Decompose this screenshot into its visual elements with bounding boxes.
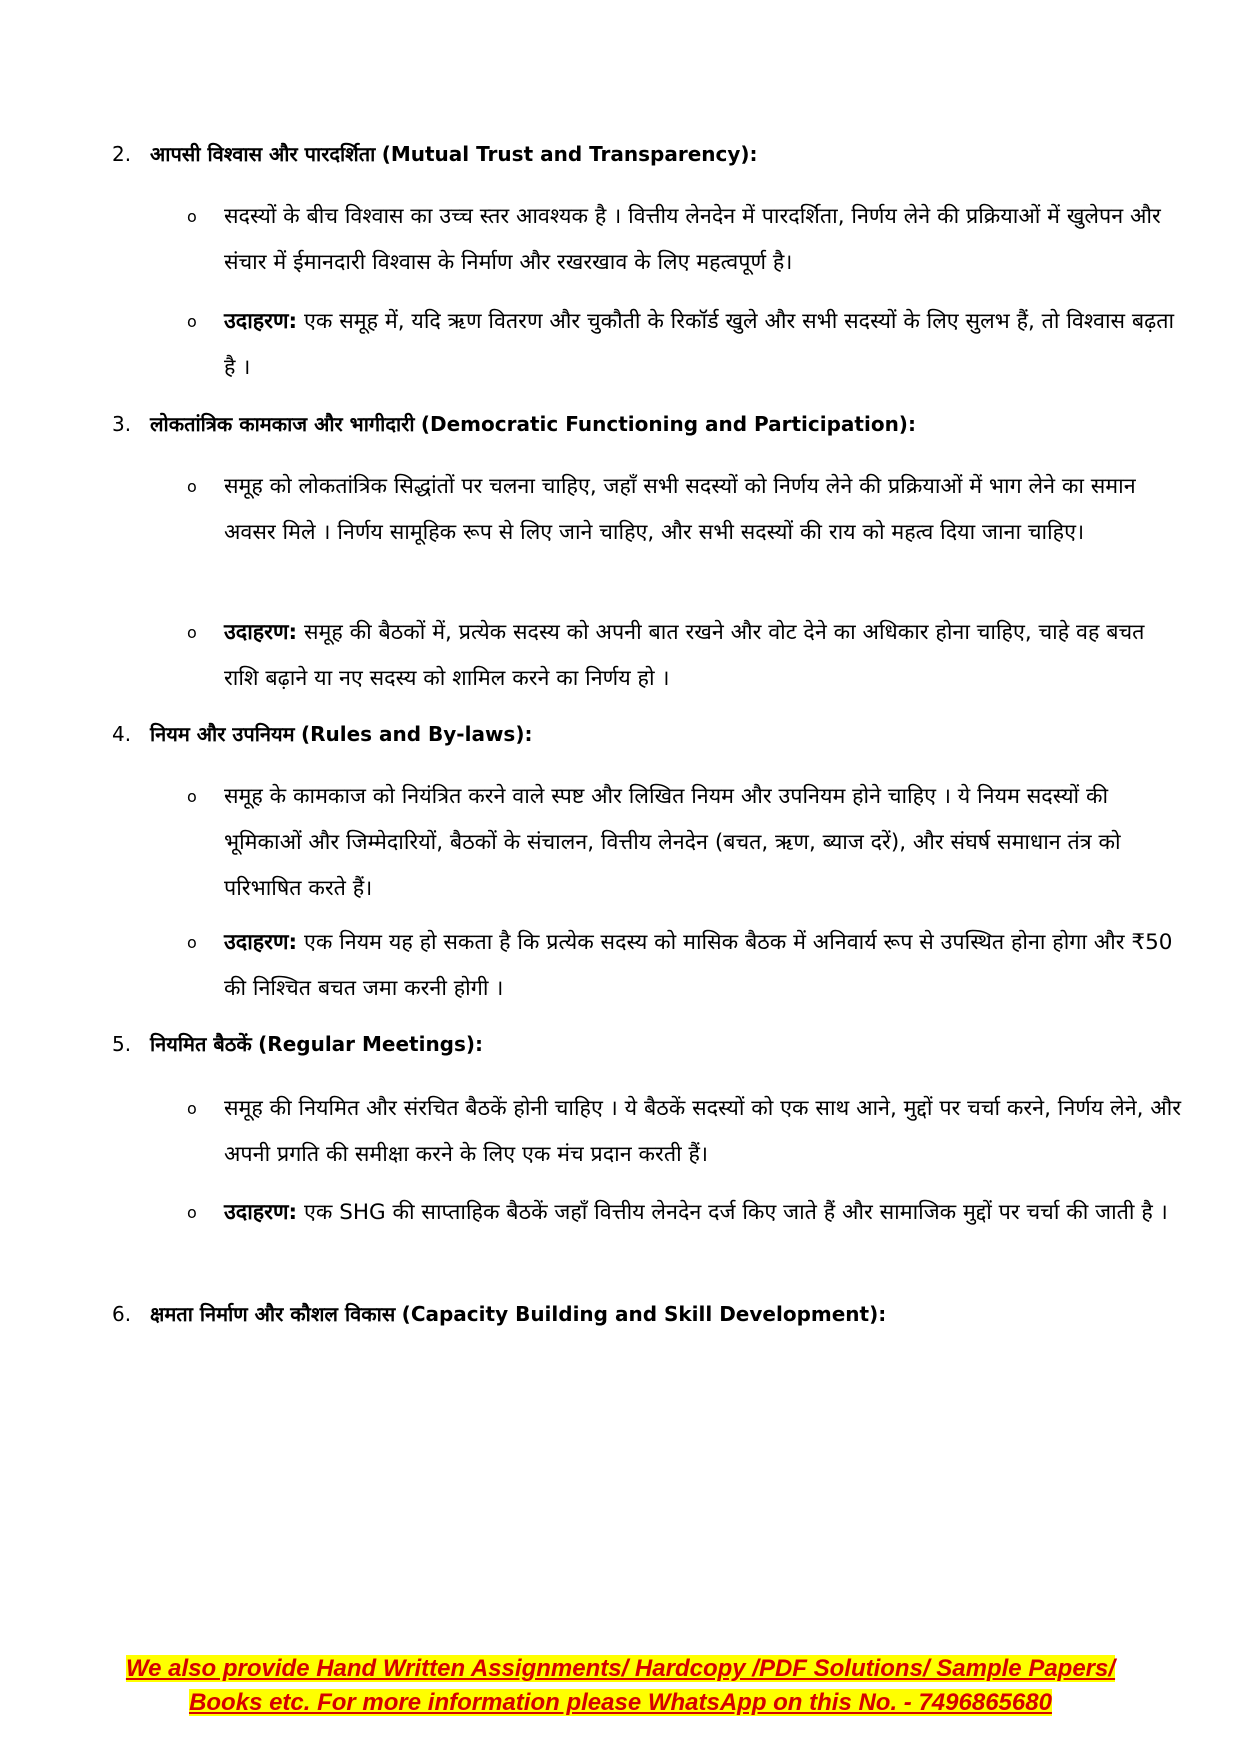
bullet-label: उदाहरण: <box>224 309 298 334</box>
bullet-text <box>224 774 1184 912</box>
section-number: 2. <box>112 142 132 166</box>
heading-hindi: नियम और उपनियम <box>150 722 295 746</box>
bullet-body: एक नियम यह हो सकता है कि प्रत्येक सदस्य को मासिक बैठक में अनिवार्य रूप से उपस्थित होना होगा और ₹50 की निश्चित बचत जमा करनी होगी । <box>224 930 1173 1001</box>
bullet-label: उदाहरण: <box>224 620 298 645</box>
footer-text: Books etc. For more information please WhatsApp on this No. - 7496865680 <box>189 1689 1052 1716</box>
bullet-body: सदस्यों के बीच विश्वास का उच्च स्तर आवश्यक है । वित्तीय लेनदेन में पारदर्शिता, निर्णय लेने की प्रक्रियाओं में खुलेपन और संचार में ईमानदारी विश्वास के निर्माण और रखरखाव के लिए महत्वपूर्ण है। <box>224 204 1161 275</box>
bullet-marker: o <box>187 312 197 331</box>
bullet-marker: o <box>187 1099 197 1118</box>
heading-hindi: आपसी विश्वास और पारदर्शिता <box>150 142 376 166</box>
section-number: 6. <box>112 1302 132 1326</box>
bullet-text <box>224 299 1184 391</box>
section-number: 5. <box>112 1032 132 1056</box>
footer-text: We also provide Hand Written Assignments/ Hardcopy /PDF Solutions/ Sample Papers/ <box>125 1655 1116 1682</box>
section-heading <box>150 1030 483 1058</box>
heading-english: (Democratic Functioning and Participation): <box>420 412 916 436</box>
bullet-marker: o <box>187 623 197 642</box>
bullet-marker: o <box>187 477 197 496</box>
heading-hindi: क्षमता निर्माण और कौशल विकास <box>150 1302 396 1326</box>
section-number: 3. <box>112 412 132 436</box>
heading-english: (Mutual Trust and Transparency): <box>381 142 758 166</box>
bullet-text <box>224 464 1184 556</box>
bullet-text <box>224 194 1184 286</box>
bullet-text <box>224 1190 1184 1236</box>
bullet-marker: o <box>187 787 197 806</box>
bullet-marker: o <box>187 1203 197 1222</box>
section-heading <box>150 720 532 748</box>
heading-hindi: नियमित बैठकें <box>150 1032 252 1056</box>
bullet-label: उदाहरण: <box>224 930 298 955</box>
bullet-text <box>224 1086 1184 1178</box>
bullet-label: उदाहरण: <box>224 1200 298 1225</box>
heading-english: (Regular Meetings): <box>258 1032 484 1056</box>
bullet-marker: o <box>187 933 197 952</box>
bullet-body: समूह को लोकतांत्रिक सिद्धांतों पर चलना चाहिए, जहाँ सभी सदस्यों को निर्णय लेने की प्रक्रियाओं में भाग लेने का समान अवसर मिले । निर्णय सामूहिक रूप से लिए जाने चाहिए, और सभी सदस्यों की राय को महत्व दिया जाना चाहिए। <box>224 474 1136 545</box>
section-heading <box>150 410 916 438</box>
bullet-body: एक समूह में, यदि ऋण वितरण और चुकौती के रिकॉर्ड खुले और सभी सदस्यों के लिए सुलभ हैं, तो विश्वास बढ़ता है । <box>224 309 1175 380</box>
bullet-marker: o <box>187 207 197 226</box>
bullet-text <box>224 920 1184 1012</box>
section-heading <box>150 1300 886 1328</box>
footer-line-2 <box>0 1686 1241 1720</box>
promo-footer <box>0 1652 1241 1720</box>
section-number: 4. <box>112 722 132 746</box>
heading-hindi: लोकतांत्रिक कामकाज और भागीदारी <box>150 412 415 436</box>
heading-english: (Rules and By-laws): <box>300 722 533 746</box>
bullet-body: समूह की बैठकों में, प्रत्येक सदस्य को अपनी बात रखने और वोट देने का अधिकार होना चाहिए, चाहे वह बचत राशि बढ़ाने या नए सदस्य को शामिल करने का निर्णय हो । <box>224 620 1145 691</box>
bullet-body: एक SHG की साप्ताहिक बैठकें जहाँ वित्तीय लेनदेन दर्ज किए जाते हैं और सामाजिक मुद्दों पर चर्चा की जाती है । <box>297 1200 1168 1225</box>
heading-english: (Capacity Building and Skill Development): <box>401 1302 887 1326</box>
footer-line-1 <box>0 1652 1241 1686</box>
bullet-body: समूह के कामकाज को नियंत्रित करने वाले स्पष्ट और लिखित नियम और उपनियम होने चाहिए । ये नियम सदस्यों की भूमिकाओं और जिम्मेदारियों, बैठकों के संचालन, वित्तीय लेनदेन (बचत, ऋण, ब्याज दरें), और संघर्ष समाधान तंत्र को परिभाषित करते हैं। <box>224 784 1121 901</box>
section-heading <box>150 140 758 168</box>
bullet-body: समूह की नियमित और संरचित बैठकें होनी चाहिए । ये बैठकें सदस्यों को एक साथ आने, मुद्दों पर चर्चा करने, निर्णय लेने, और अपनी प्रगति की समीक्षा करने के लिए एक मंच प्रदान करती हैं। <box>224 1096 1182 1167</box>
bullet-text <box>224 610 1184 702</box>
